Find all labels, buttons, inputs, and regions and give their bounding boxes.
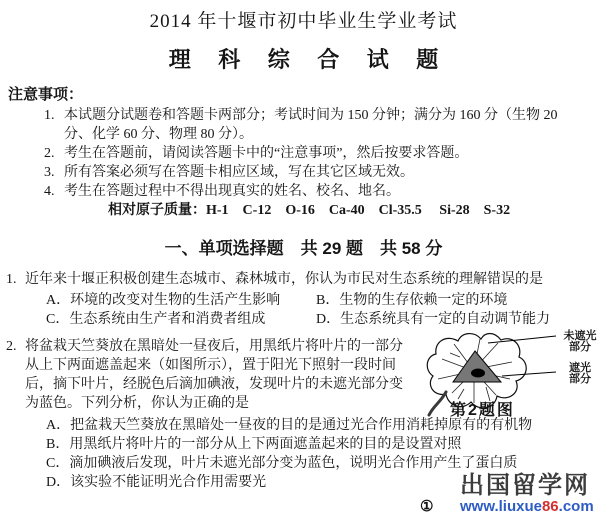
- notice-item-1: [44, 106, 572, 144]
- notice-item-text: 考生在答题过程中不得出现真实的姓名、校名、地名。: [64, 184, 400, 199]
- question-2-option-c: C．滴加碘液后发现，叶片未遮光部分变为蓝色，说明光合作用产生了蛋白质: [46, 456, 518, 471]
- question-2-option-b: B．用黑纸片将叶片的一部分从上下两面遮盖起来的目的是设置对照: [46, 437, 462, 452]
- question-1-stem: 近年来十堰正积极创建生态城市、森林城市，你认为市民对生态系统的理解错误的是: [25, 272, 543, 287]
- page-number: ①: [420, 499, 434, 515]
- relative-atomic-mass-line: 相对原子质量：H-1 C-12 O-16 Ca-40 Cl-35.5 Si-28 S-32: [108, 203, 511, 218]
- question-2-option-a: A．把盆栽天竺葵放在黑暗处一昼夜的目的是通过光合作用消耗掉原有的有机物: [46, 418, 533, 433]
- figure-label-shaded-line2: 部分: [569, 373, 591, 385]
- notice-item-text: 考生在答题前，请阅读答题卡中的“注意事项”，然后按要求答题。: [64, 146, 469, 161]
- notice-item-number: 4.: [44, 184, 55, 199]
- notice-item-number: 2.: [44, 146, 55, 161]
- question-2-number: 2.: [6, 339, 17, 354]
- notice-item-3: [44, 163, 572, 182]
- question-1-options: [46, 291, 607, 329]
- notice-item-text: 所有答案必须写在答题卡相应区域，写在其它区域无效。: [64, 165, 414, 180]
- notice-item-number: 3.: [44, 165, 55, 180]
- notice-heading: 注意事项：: [8, 87, 84, 103]
- notice-item-2: [44, 144, 572, 163]
- figure-label-shaded: [556, 363, 604, 385]
- figure-label-unshaded-line2: 部分: [569, 341, 591, 353]
- watermark-url-www: www.liuxue: [460, 498, 542, 515]
- paper-title: 理 科 综 合 试 题: [168, 47, 450, 72]
- notice-item-text: 本试题分试题卷和答题卡两部分；考试时间为 150 分钟；满分为 160 分（生物 20 分、化学 60 分、物理 80 分）。: [64, 108, 558, 142]
- watermark-url: [460, 499, 594, 514]
- watermark-site-name: 出国留学网: [460, 472, 590, 499]
- question-1-option-a: A．环境的改变对生物的生活产生影响: [46, 293, 281, 308]
- question-2-figure: [424, 329, 607, 423]
- question-2-stem: 将盆栽天竺葵放在黑暗处一昼夜后，用黑纸片将叶片的一部分从上下两面遮盖起来（如图所示），置于阳光下照射一段时间后，摘下叶片，经脱色后滴加碘液，发现叶片的未遮光部分变为蓝色。下列分析，你认为正确的是: [25, 339, 403, 411]
- watermark-url-com: .com: [558, 498, 594, 515]
- question-1-option-d: D．生态系统具有一定的自动调节能力: [316, 312, 551, 327]
- watermark-url-86: 86: [541, 498, 559, 515]
- watermark: [460, 474, 594, 514]
- notice-item-4: [44, 182, 572, 201]
- question-2-option-d: D．该实验不能证明光合作用需要光: [46, 475, 267, 490]
- question-1-option-b: B．生物的生存依赖一定的环境: [316, 293, 508, 308]
- exam-title: 2014 年十堰市初中毕业生学业考试: [149, 11, 458, 32]
- question-1-option-c: C．生态系统由生产者和消费者组成: [46, 312, 266, 327]
- figure-label-shaded-line1: 遮光: [569, 362, 591, 374]
- question-2-block: [0, 330, 607, 492]
- figure-label-unshaded-line1: 未遮光: [563, 330, 597, 342]
- figure-label-unshaded: [556, 331, 604, 353]
- cover-dot: [471, 369, 485, 378]
- question-1-number: 1.: [6, 272, 17, 287]
- question-1: [6, 270, 607, 289]
- notice-list: [44, 106, 607, 220]
- figure-caption: 第2题图: [450, 402, 515, 419]
- notice-item-number: 1.: [44, 108, 55, 123]
- leaf-stem: [429, 392, 446, 415]
- section-heading-single-choice: 一、单项选择题 共 29 题 共 58 分: [164, 239, 443, 258]
